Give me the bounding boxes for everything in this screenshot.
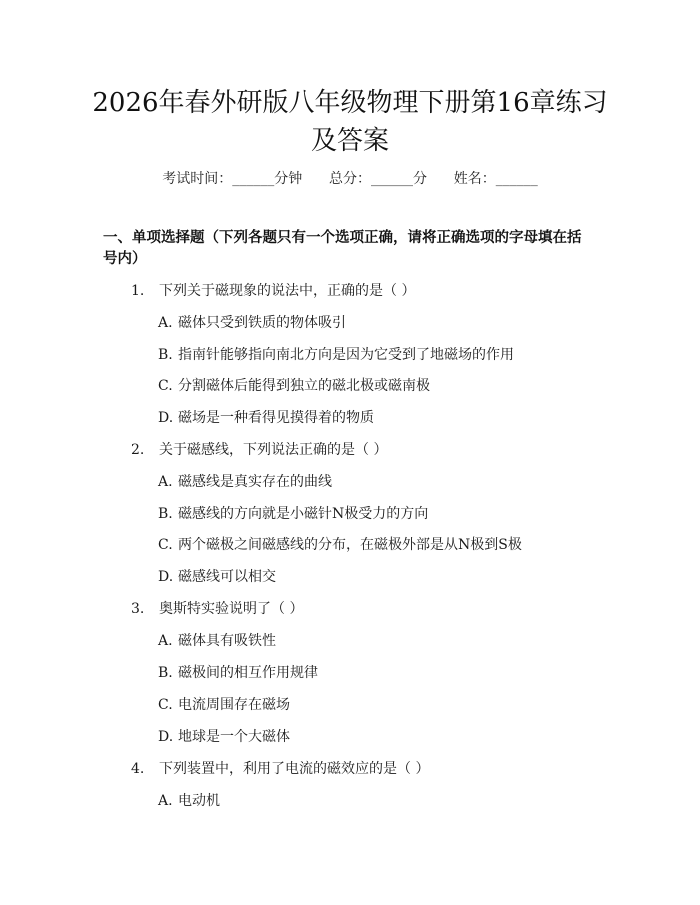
option-text: 地球是一个大磁体: [178, 729, 290, 745]
question-3-option-b: [158, 664, 318, 682]
option-text: 磁感线是真实存在的曲线: [178, 474, 332, 490]
question-number: 3.: [131, 601, 145, 617]
question-stem: 下列装置中，利用了电流的磁效应的是（ ）: [159, 761, 430, 777]
option-letter: B.: [158, 506, 173, 522]
option-text: 磁体只受到铁质的物体吸引: [178, 315, 346, 331]
option-text: 电动机: [178, 793, 220, 809]
option-text: 磁体具有吸铁性: [178, 633, 276, 649]
time-unit: 分钟: [274, 171, 303, 187]
option-text: 磁感线可以相交: [178, 569, 276, 585]
question-1-option-a: [158, 314, 346, 332]
score-label: 总分：: [329, 171, 371, 187]
option-text: 磁极间的相互作用规律: [178, 665, 318, 681]
time-label: 考试时间：: [162, 171, 233, 187]
option-text: 磁感线的方向就是小磁针N极受力的方向: [178, 506, 429, 522]
question-number: 4.: [131, 761, 145, 777]
option-letter: A.: [158, 474, 173, 490]
question-1-option-b: [158, 346, 514, 364]
option-letter: A.: [158, 315, 173, 331]
option-text: 电流周围存在磁场: [178, 697, 290, 713]
option-letter: B.: [158, 347, 173, 363]
option-text: 分割磁体后能得到独立的磁北极或磁南极: [178, 378, 430, 394]
option-letter: D.: [158, 569, 174, 585]
question-2-option-c: [158, 536, 522, 554]
question-1: [131, 282, 415, 300]
score-unit: 分: [413, 171, 427, 187]
question-4-option-a: [158, 792, 220, 810]
question-4: [131, 760, 429, 778]
option-text: 两个磁极之间磁感线的分布，在磁极外部是从N极到S极: [178, 537, 522, 553]
option-letter: A.: [158, 793, 173, 809]
option-letter: B.: [158, 665, 173, 681]
question-3-option-c: [158, 696, 290, 714]
question-stem: 奥斯特实验说明了（ ）: [159, 601, 304, 617]
question-2-option-b: [158, 505, 428, 523]
option-letter: C.: [158, 697, 173, 713]
option-text: 磁场是一种看得见摸得着的物质: [178, 410, 374, 426]
option-letter: D.: [158, 729, 174, 745]
question-2: [131, 441, 387, 459]
option-letter: C.: [158, 378, 173, 394]
question-1-option-d: [158, 409, 374, 427]
page-title: 2026年春外研版八年级物理下册第16章练习及答案: [92, 88, 608, 156]
name-label: 姓名：: [453, 171, 496, 187]
score-blank: ______: [371, 171, 413, 187]
question-1-option-c: [158, 377, 430, 395]
name-blank: ______: [495, 171, 538, 187]
question-stem: 关于磁感线，下列说法正确的是（ ）: [159, 442, 388, 458]
question-3-option-d: [158, 728, 290, 746]
question-3: [131, 600, 303, 618]
section-heading: 一、单项选择题（下列各题只有一个选项正确，请将正确选项的字母填在括号内）: [103, 230, 582, 267]
time-blank: ______: [232, 171, 275, 187]
question-stem: 下列关于磁现象的说法中，正确的是（ ）: [159, 283, 416, 299]
question-number: 1.: [131, 283, 145, 299]
option-text: 指南针能够指向南北方向是因为它受到了地磁场的作用: [178, 347, 514, 363]
question-2-option-a: [158, 473, 332, 491]
question-number: 2.: [131, 442, 145, 458]
option-letter: A.: [158, 633, 173, 649]
question-3-option-a: [158, 632, 276, 650]
exam-meta-line: [0, 168, 700, 188]
question-2-option-d: [158, 568, 276, 586]
option-letter: C.: [158, 537, 173, 553]
option-letter: D.: [158, 410, 174, 426]
